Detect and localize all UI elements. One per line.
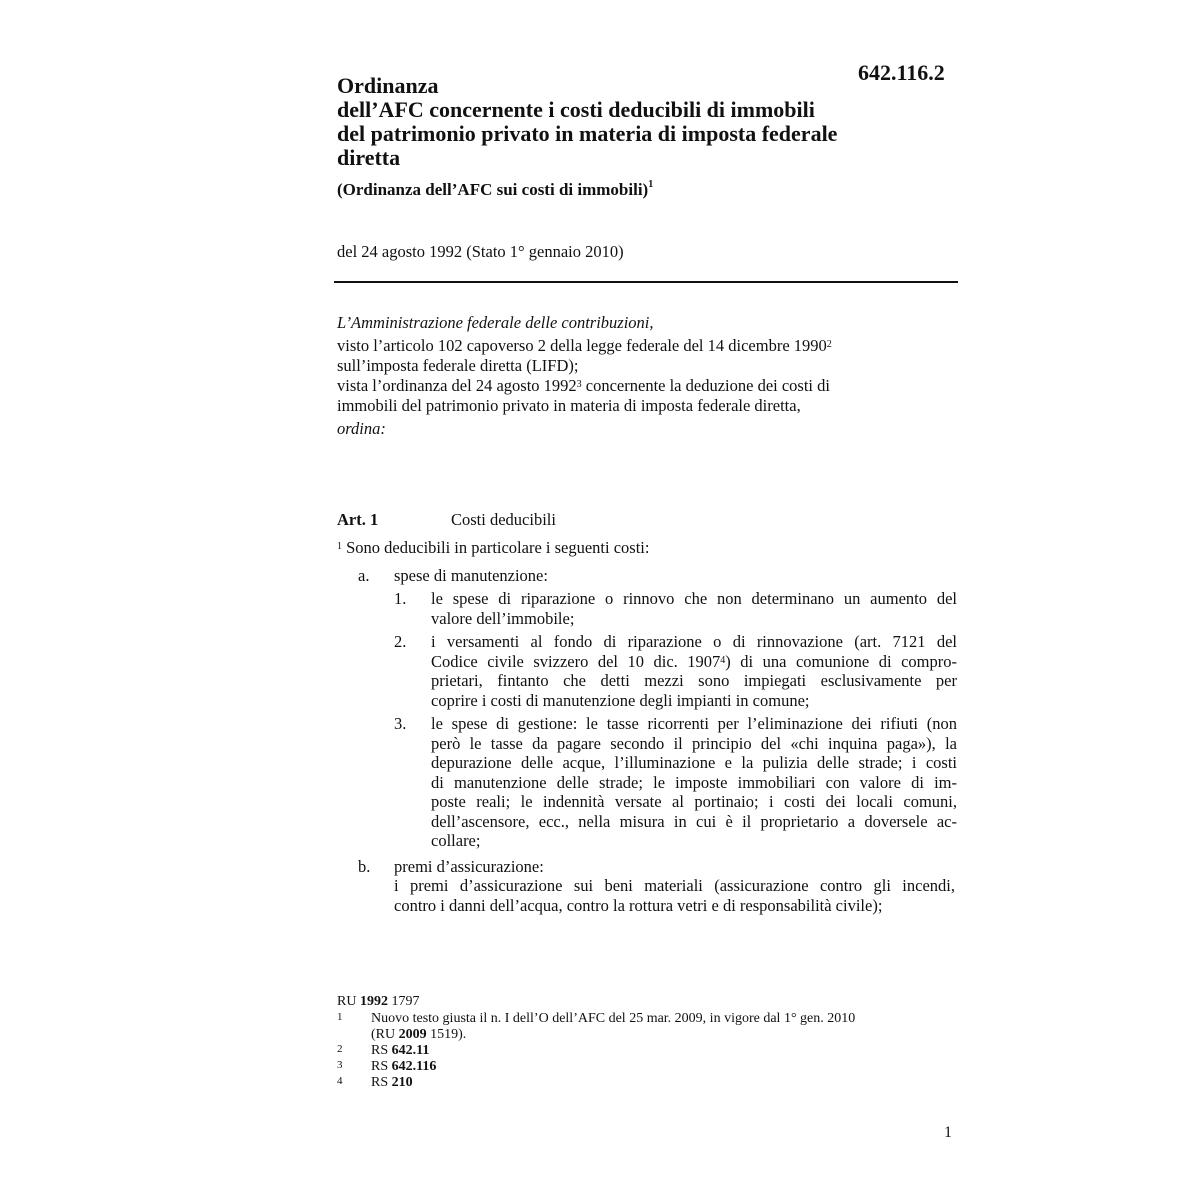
text-line: poste reali; le indennità versate al portinaio; i costi dei locali comuni, xyxy=(431,792,957,811)
preamble-line: sull’imposta federale diretta (LIFD); xyxy=(337,356,579,375)
item-label: premi d’assicurazione: xyxy=(394,856,544,876)
text-line: valore dell’immobile; xyxy=(431,608,575,628)
rs-link[interactable]: 642.116 xyxy=(391,1059,437,1074)
text-line: collare; xyxy=(431,831,481,850)
list-item-a xyxy=(337,566,957,586)
title-line: diretta xyxy=(337,145,401,170)
footnote-1: 1 Nuovo testo giusta il n. I dell’O dell’AFC del 25 mar. 2009, in vigore dal 1° gen. 2010 (RU 2009 1519). xyxy=(337,1011,856,1042)
footnote-mark: 3 xyxy=(337,1059,343,1071)
item-label: spese di manutenzione: xyxy=(394,565,548,585)
footnote-ref-1[interactable]: 1 xyxy=(648,179,654,190)
title-line: dell’AFC concernente i costi deducibili di immobili xyxy=(337,97,815,122)
text-line: di manutenzione delle strade; le imposte immobiliari con valore di im- xyxy=(431,772,957,792)
article-title: Costi deducibili xyxy=(451,510,556,529)
footnote-mark: 2 xyxy=(337,1043,343,1055)
text-line: prietari, fintanto che detti mezzi sono impiegati esclusivamente per xyxy=(431,671,957,690)
ru-reference: RU 1992 1797 xyxy=(337,994,420,1009)
rs-link[interactable]: 210 xyxy=(391,1075,413,1090)
item-letter: a. xyxy=(358,565,370,585)
text-line: le spese di gestione: le tasse ricorrenti per l’eliminazione dei rifiuti (non xyxy=(431,714,957,733)
short-title xyxy=(337,180,653,200)
document-title xyxy=(337,74,937,170)
paragraph-1: $^1$ Sono deducibili in particolare i seguenti costi: xyxy=(337,538,650,557)
footnote-2: 2 RS 642.11 xyxy=(337,1043,430,1058)
preamble-line: vista l’ordinanza del 24 agosto 1992$^3$ concernente la deduzione dei costi di xyxy=(337,376,830,395)
footnotes xyxy=(337,994,957,1091)
footnote-mark: 1 xyxy=(337,1011,343,1023)
ordina: ordina: xyxy=(337,419,386,438)
text-line: però le tasse da pagare secondo il principio del «chi inquina paga»), la xyxy=(431,733,957,753)
preamble-line: visto l’articolo 102 capoverso 2 della legge federale del 14 dicembre 1990$^2$ xyxy=(337,336,832,355)
footnote-mark: 4 xyxy=(337,1075,343,1087)
date-line: del 24 agosto 1992 (Stato 1° gennaio 2010) xyxy=(337,242,624,261)
divider xyxy=(334,281,958,283)
text-line: le spese di riparazione o rinnovo che non determinano un aumento del xyxy=(431,589,957,608)
sub-item-number: 2. xyxy=(394,632,407,651)
footnote-3: 3 RS 642.116 xyxy=(337,1059,437,1074)
preamble xyxy=(337,313,957,439)
issuer: L’Amministrazione federale delle contribuzioni, xyxy=(337,313,654,332)
preamble-line: immobili del patrimonio privato in materia di imposta federale diretta, xyxy=(337,396,801,415)
footnote-4: 4 RS 210 xyxy=(337,1075,413,1090)
text-line: Codice civile svizzero del 10 dic. 1907$^4$) di una comunione di compro- xyxy=(431,651,957,671)
footnote-ref-3[interactable]: 3 xyxy=(576,379,582,390)
short-title-text: (Ordinanza dell’AFC sui costi di immobili) xyxy=(337,180,649,199)
sub-item-1 xyxy=(337,589,957,628)
text-line: contro i danni dell’acqua, contro la rottura vetri e di responsabilità civile); xyxy=(394,895,883,915)
paragraph-number: 1 xyxy=(337,541,342,552)
sub-item-3 xyxy=(337,714,957,851)
article-heading xyxy=(337,510,556,530)
sub-item-number: 1. xyxy=(394,589,407,608)
title-line: del patrimonio privato in materia di imposta federale xyxy=(337,121,838,146)
rs-link[interactable]: 642.11 xyxy=(391,1043,430,1058)
text-line: i versamenti al fondo di riparazione o di rinnovazione (art. 7121 del xyxy=(431,632,957,651)
text-line: i premi d’assicurazione sui beni materiali (assicurazione contro gli incendi, xyxy=(394,876,955,895)
footnote-ref-4[interactable]: 4 xyxy=(720,654,726,666)
title-line: Ordinanza xyxy=(337,73,439,98)
text-line: coprire i costi di manutenzione degli impianti in comune; xyxy=(431,690,810,710)
list-item-b xyxy=(337,857,957,916)
text-line: dell’ascensore, ecc., nella misura in cui è il proprietario a doversele ac- xyxy=(431,811,957,831)
text-line: depurazione delle acque, l’illuminazione e la pulizia delle strade; i costi xyxy=(431,753,957,772)
footnote-ref-2[interactable]: 2 xyxy=(826,339,832,350)
article-number: Art. 1 xyxy=(337,510,379,529)
item-letter: b. xyxy=(358,856,371,876)
article-body xyxy=(337,538,957,919)
sr-number: 642.116.2 xyxy=(858,60,945,85)
page-number: 1 xyxy=(944,1124,952,1141)
sub-item-number: 3. xyxy=(394,714,407,733)
sub-item-2 xyxy=(337,632,957,710)
